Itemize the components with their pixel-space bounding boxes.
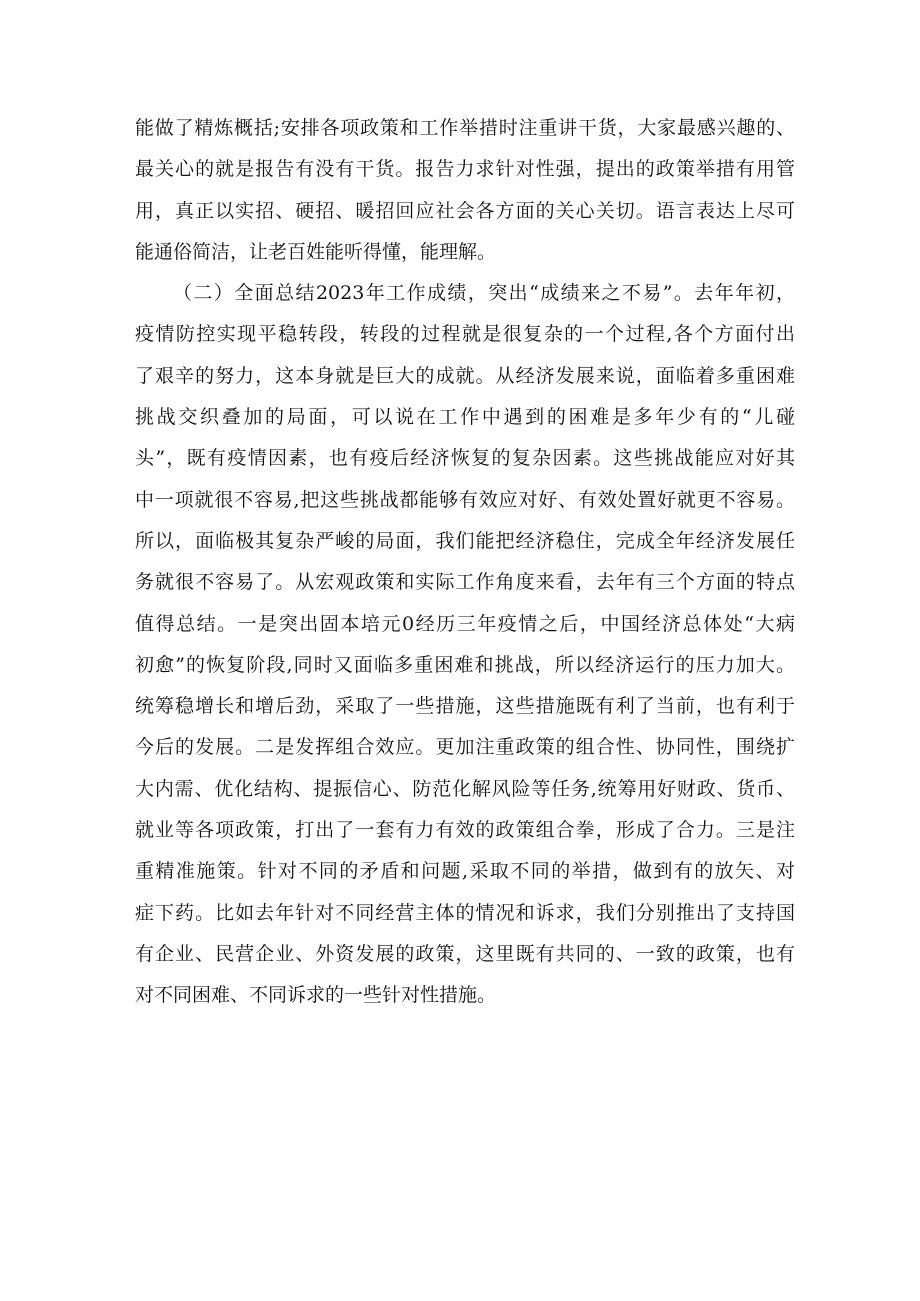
text-line: 能通俗简洁，让老百姓能听得懂，能理解。 [135,240,497,263]
text-line: 头”，既有疫情因素，也有疫后经济恢复的复杂因素。这些挑战能应对好其 [135,447,795,470]
text-line: 大内需、优化结构、提振信心、防范化解风险等任务,统筹用好财政、货币、 [135,777,795,800]
text-line: 统筹稳增长和增后劲，采取了一些措施，这些措施既有利了当前，也有利于 [135,695,795,718]
document-body [135,108,795,1017]
text-line: 中一项就很不容易,把这些挑战都能够有效应对好、有效处置好就更不容易。 [135,488,795,511]
paragraph-2 [135,273,795,1016]
text-line: 值得总结。一是突出固本培元0经历三年疫情之后，中国经济总体处“大病 [135,612,795,635]
text-line: 有企业、民营企业、外资发展的政策，这里既有共同的、一致的政策，也有 [135,942,795,965]
text-line: 就业等各项政策，打出了一套有力有效的政策组合拳，形成了合力。三是注 [135,819,795,842]
text-line: （二）全面总结2023年工作成绩，突出“成绩来之不易”。去年年初， [173,282,795,305]
text-line: 初愈”的恢复阶段,同时又面临多重困难和挑战，所以经济运行的压力加大。 [135,653,795,676]
text-line: 所以，面临极其复杂严峻的局面，我们能把经济稳住，完成全年经济发展任 [135,529,795,552]
text-line: 今后的发展。二是发挥组合效应。更加注重政策的组合性、协同性，围绕扩 [135,736,795,759]
text-line: 疫情防控实现平稳转段，转段的过程就是很复杂的一个过程,各个方面付出 [135,323,795,346]
paragraph-1 [135,108,795,273]
text-line: 挑战交织叠加的局面，可以说在工作中遇到的困难是多年少有的“儿碰 [135,406,795,429]
text-line: 对不同困难、不同诉求的一些针对性措施。 [135,984,497,1007]
text-line: 能做了精炼概括;安排各项政策和工作举措时注重讲干货，大家最感兴趣的、 [135,117,795,139]
text-line: 务就很不容易了。从宏观政策和实际工作角度来看，去年有三个方面的特点 [135,571,795,594]
text-line: 了艰辛的努力，这本身就是巨大的成就。从经济发展来说，面临着多重困难 [135,364,795,387]
text-line: 最关心的就是报告有没有干货。报告力求针对性强，提出的政策举措有用管 [135,158,795,181]
text-line: 用，真正以实招、硬招、暖招回应社会各方面的关心关切。语言表达上尽可 [135,199,795,222]
text-line: 症下药。比如去年针对不同经营主体的情况和诉求，我们分别推出了支持国 [135,901,795,924]
text-line: 重精准施策。针对不同的矛盾和问题,采取不同的举措，做到有的放矢、对 [135,860,795,883]
